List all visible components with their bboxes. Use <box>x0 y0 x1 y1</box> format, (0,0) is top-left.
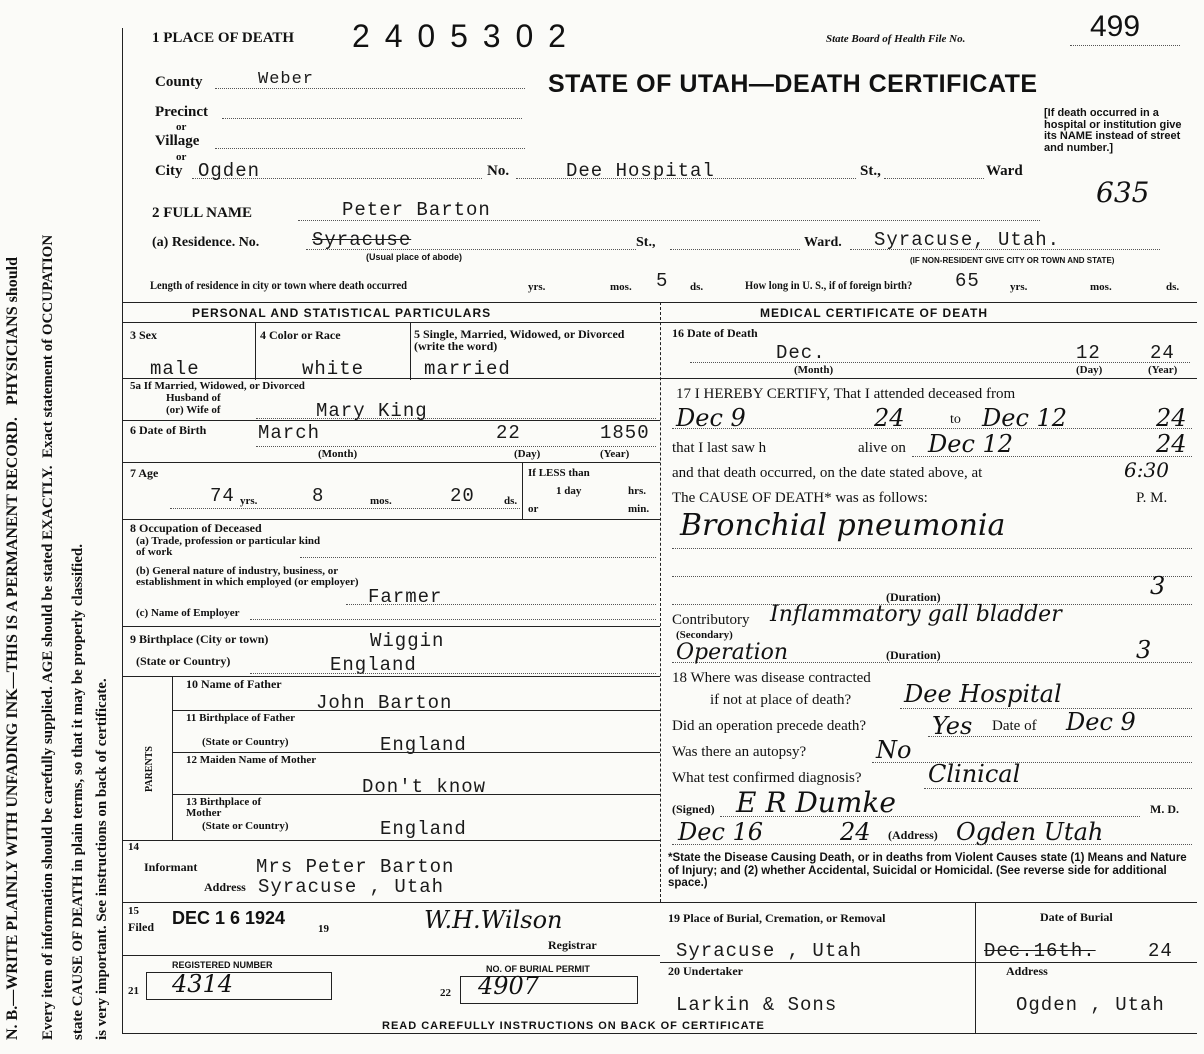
dod-day-caption: (Day) <box>1076 364 1103 376</box>
st-label: St., <box>860 163 881 179</box>
parents-divider <box>172 676 173 840</box>
age-ds-label: ds. <box>504 495 518 507</box>
precinct-line <box>222 118 522 119</box>
occupation-value: Farmer <box>368 586 443 608</box>
place-of-death-label: 1 PLACE OF DEATH <box>152 30 295 46</box>
burial-date: Dec.16th. <box>984 940 1096 962</box>
cause-line-1 <box>672 548 1192 549</box>
autopsy-label: Was there an autopsy? <box>672 744 807 760</box>
informant-num: 14 <box>128 841 139 853</box>
age-mos-label: mos. <box>370 495 392 507</box>
row-line-3 <box>122 462 660 463</box>
mother-value: Don't know <box>362 776 487 798</box>
us-ds-label: ds. <box>1166 281 1180 293</box>
us-years-value: 65 <box>955 270 980 292</box>
informant-address: Syracuse , Utah <box>258 876 445 898</box>
employer-line <box>250 619 656 620</box>
operation-date-label: Date of <box>992 718 1037 734</box>
occupation-a-line <box>300 557 656 558</box>
contrib-duration-label: (Duration) <box>886 648 941 662</box>
dob-month: March <box>258 422 321 444</box>
less-min-label: min. <box>628 503 650 515</box>
spouse-label-3: (or) Wife of <box>166 404 221 416</box>
undertaker-value: Larkin & Sons <box>676 994 838 1016</box>
city-label: City <box>155 163 183 179</box>
signed-address: Ogden Utah <box>956 818 1104 846</box>
residence-st-line <box>670 249 800 250</box>
less-than-label: If LESS than <box>528 467 590 479</box>
undertaker-top-line <box>660 962 1197 963</box>
us-yrs-label: yrs. <box>1010 281 1028 293</box>
residence-city-value: Syracuse, Utah. <box>874 229 1061 251</box>
length-days-value: 5 <box>656 270 669 292</box>
spouse-label-2: Husband of <box>166 392 221 404</box>
attended-from-year: 24 <box>874 404 905 432</box>
filed-date: DEC 1 6 1924 <box>172 908 286 928</box>
sex-label: 3 Sex <box>130 328 157 342</box>
death-time: 6:30 <box>1124 458 1169 482</box>
row-line-12 <box>122 955 660 956</box>
length-mos-label: mos. <box>610 281 632 293</box>
address-value: Dee Hospital <box>566 160 715 182</box>
row-line-7 <box>172 710 660 711</box>
burial-top-line <box>660 902 1197 903</box>
operation-date: Dec 9 <box>1066 708 1136 736</box>
village-label: Village <box>155 133 200 149</box>
undertaker-label: 20 Undertaker <box>668 964 743 978</box>
marital-label: 5 Single, Married, Widowed, or Divorced (write the word) <box>414 327 625 353</box>
registered-number: 4314 <box>172 970 234 998</box>
race-marital-divider <box>410 322 411 380</box>
dob-day-caption: (Day) <box>514 448 541 460</box>
disease-place: Dee Hospital <box>904 680 1062 708</box>
less-or-label: or <box>528 503 539 515</box>
cause-duration-label: (Duration) <box>886 590 941 604</box>
dod-label: 16 Date of Death <box>672 326 758 340</box>
age-less-divider <box>522 462 523 519</box>
village-line <box>215 148 525 149</box>
length-residence-label: Length of residence in city or town where death occurred <box>150 278 408 292</box>
secondary-label: (Secondary) <box>676 629 733 641</box>
disease-line <box>900 708 1192 709</box>
father-value: John Barton <box>316 692 453 714</box>
signed-address-line <box>672 844 1192 845</box>
row-line-2 <box>122 420 660 421</box>
filed-num: 15 <box>128 905 139 917</box>
autopsy-line <box>872 762 1192 763</box>
left-border <box>122 28 123 1033</box>
father-birthplace: England <box>380 734 467 756</box>
dod-month: Dec. <box>776 342 826 364</box>
stamp-number: 2 4 0 5 3 0 2 <box>352 18 569 54</box>
occupation-b-label: (b) General nature of industry, business, or establishment in which employed (or employer) <box>136 565 359 588</box>
autopsy-value: No <box>876 736 912 764</box>
less-day-label: 1 day <box>556 485 582 497</box>
file-no-line <box>1070 45 1180 46</box>
burial-date-label: Date of Burial <box>1040 910 1113 924</box>
registered-number-label: REGISTERED NUMBER <box>172 960 273 970</box>
sidebar-line-1: N. B.—WRITE PLAINLY WITH UNFADING INK—THIS IS A PERMANENT RECORD. PHYSICIANS should <box>4 257 21 1040</box>
ward-handwritten: 635 <box>1096 176 1150 209</box>
test-value: Clinical <box>928 760 1021 788</box>
signed-label: (Signed) <box>672 802 715 816</box>
contrib-duration: 3 <box>1136 636 1152 664</box>
undertaker-address-label: Address <box>1006 964 1048 978</box>
registrar-label: Registrar <box>548 938 597 952</box>
contrib-line <box>672 662 1192 663</box>
precinct-label: Precinct <box>155 104 209 120</box>
dob-month-caption: (Month) <box>318 448 358 460</box>
ward-label: Ward <box>986 163 1023 179</box>
dob-day: 22 <box>496 422 521 444</box>
dod-year: 24 <box>1150 342 1175 364</box>
informant-address-label: Address <box>204 880 246 894</box>
attended-to: Dec 12 <box>982 404 1068 432</box>
certificate-title: STATE OF UTAH—DEATH CERTIFICATE <box>548 70 1038 98</box>
age-days: 20 <box>450 485 475 507</box>
bottom-border <box>122 1033 1197 1034</box>
test-line <box>924 788 1192 789</box>
marital-value: married <box>424 358 511 380</box>
mother-label: 12 Maiden Name of Mother <box>186 754 317 766</box>
medical-heading: MEDICAL CERTIFICATE OF DEATH <box>760 306 988 320</box>
no-label: No. <box>487 163 510 179</box>
death-time-label: and that death occurred, on the date stated above, at <box>672 465 983 481</box>
disease-contracted-label-2: if not at place of death? <box>710 692 852 708</box>
contributory-cause: Inflammatory gall bladder <box>770 602 1062 627</box>
alive-on-label: alive on <box>858 440 906 456</box>
abode-note: (Usual place of abode) <box>366 252 463 262</box>
center-divider <box>660 302 661 902</box>
sex-race-divider <box>255 322 256 380</box>
dod-day: 12 <box>1076 342 1101 364</box>
signed-date: Dec 16 <box>678 818 764 846</box>
signed-address-label: (Address) <box>888 828 938 842</box>
physician-signature: E R Dumke <box>736 786 896 819</box>
residence-label: (a) Residence. No. <box>152 235 260 250</box>
birthplace-country: England <box>330 654 417 676</box>
dod-line <box>690 362 1190 363</box>
father-label: 10 Name of Father <box>186 677 282 691</box>
filed-19: 19 <box>318 923 329 935</box>
race-value: white <box>302 358 365 380</box>
city-value: Ogden <box>198 160 261 182</box>
attended-from: Dec 9 <box>676 404 746 432</box>
cause-label: The CAUSE OF DEATH* was as follows: <box>672 490 928 506</box>
hospital-note: [If death occurred in a hospital or institution give its NAME instead of street and number.] <box>1044 107 1182 154</box>
md-label: M. D. <box>1150 802 1179 816</box>
birthplace-city: Wiggin <box>370 630 445 652</box>
mother-birthplace-sub: (State or Country) <box>202 820 289 832</box>
personal-heading: PERSONAL AND STATISTICAL PARTICULARS <box>192 306 492 320</box>
dob-label: 6 Date of Birth <box>130 423 207 437</box>
burial-permit-number: 4907 <box>478 972 540 1000</box>
row-line-8 <box>172 752 660 753</box>
age-label: 7 Age <box>130 466 159 480</box>
row-line-9 <box>172 794 660 795</box>
to-label: to <box>950 412 961 427</box>
age-yrs-label: yrs. <box>240 495 258 507</box>
burial-permit-prefix: 22 <box>440 987 451 999</box>
occupation-b-line <box>346 604 656 605</box>
burial-year: 24 <box>1148 940 1173 962</box>
burial-divider <box>975 902 976 1033</box>
attended-to-year: 24 <box>1156 404 1187 432</box>
row-line-5 <box>122 626 660 627</box>
dob-year-caption: (Year) <box>600 448 630 460</box>
contributory-cause-2: Operation <box>676 640 789 665</box>
operation-label: Did an operation precede death? <box>672 718 867 734</box>
operation-value: Yes <box>932 712 973 740</box>
county-label: County <box>155 74 203 90</box>
footer-instructions: READ CAREFULLY INSTRUCTIONS ON BACK OF CERTIFICATE <box>382 1020 765 1032</box>
cause-note: *State the Disease Causing Death, or in deaths from Violent Causes state (1) Means and Nature of Injury; and (2) whether Accidental, Suicidal or Homicidal. (See reverse side for additional space.) <box>668 852 1187 889</box>
us-label: How long in U. S., if of foreign birth? <box>745 278 913 292</box>
spouse-label-1: 5a If Married, Widowed, or Divorced <box>130 380 305 392</box>
medical-row-line <box>660 378 1197 379</box>
signed-year: 24 <box>840 818 871 846</box>
sidebar-line-3: state CAUSE OF DEATH in plain terms, so that it may be properly classified. <box>70 544 86 1040</box>
contributory-label: Contributory <box>672 612 750 628</box>
dob-year: 1850 <box>600 422 650 444</box>
mother-birthplace-label: 13 Birthplace of Mother <box>186 796 262 819</box>
county-value: Weber <box>258 70 315 89</box>
dod-year-caption: (Year) <box>1148 364 1178 376</box>
certify-line: 17 I HEREBY CERTIFY, That I attended deceased from <box>676 386 1016 402</box>
age-months: 8 <box>312 485 325 507</box>
dob-line <box>256 446 656 447</box>
filed-label: Filed <box>128 920 154 934</box>
age-line <box>170 508 520 509</box>
burial-place: Syracuse , Utah <box>676 940 863 962</box>
attended-line <box>672 428 1192 429</box>
age-years: 74 <box>210 485 235 507</box>
informant-label: Informant <box>144 860 198 874</box>
nonresident-note: (IF NON-RESIDENT GIVE CITY OR TOWN AND STATE) <box>910 256 1115 265</box>
employer-label: (c) Name of Employer <box>136 607 240 619</box>
sex-value: male <box>150 358 200 380</box>
undertaker-address: Ogden , Utah <box>1016 994 1165 1016</box>
father-birthplace-sub: (State or Country) <box>202 736 289 748</box>
birthplace-state-label: (State or Country) <box>136 654 231 668</box>
residence-value: Syracuse <box>312 229 412 251</box>
operation-line <box>928 736 1192 737</box>
us-mos-label: mos. <box>1090 281 1112 293</box>
registered-number-prefix: 21 <box>128 985 139 997</box>
file-label: State Board of Health File No. <box>826 33 966 45</box>
burial-permit-label: NO. OF BURIAL PERMIT <box>486 964 590 974</box>
birthplace-line <box>250 673 656 674</box>
length-yrs-label: yrs. <box>528 281 546 293</box>
cause-of-death: Bronchial pneumonia <box>680 508 1006 543</box>
full-name-value: Peter Barton <box>342 199 491 221</box>
or-label-2: or <box>176 151 187 163</box>
file-number: 499 <box>1090 10 1141 43</box>
disease-contracted-label: 18 Where was disease contracted <box>672 670 871 686</box>
registrar-signature: W.H.Wilson <box>424 906 563 934</box>
row-line-11 <box>122 902 660 903</box>
last-seen-date: Dec 12 <box>928 430 1014 458</box>
dod-month-caption: (Month) <box>794 364 834 376</box>
cause-line-2 <box>672 576 1192 577</box>
row-line-10 <box>122 840 660 841</box>
signed-line <box>720 816 1140 817</box>
last-seen-year: 24 <box>1156 430 1187 458</box>
birthplace-label: 9 Birthplace (City or town) <box>130 632 269 646</box>
residence-ward-label: Ward. <box>804 235 842 250</box>
informant-value: Mrs Peter Barton <box>256 856 455 878</box>
last-seen-line <box>912 456 1192 457</box>
last-saw-label: that I last saw h <box>672 440 767 456</box>
residence-st-label: St., <box>636 235 656 250</box>
father-birthplace-label: 11 Birthplace of Father <box>186 712 296 724</box>
cause-duration: 3 <box>1150 572 1166 600</box>
spouse-value: Mary King <box>316 400 428 422</box>
occupation-label: 8 Occupation of Deceased <box>130 521 262 535</box>
burial-place-label: 19 Place of Burial, Cremation, or Removal <box>668 911 886 925</box>
occupation-a-label: (a) Trade, profession or particular kind of work <box>136 535 321 558</box>
st-line <box>884 178 984 179</box>
test-label: What test confirmed diagnosis? <box>672 770 862 786</box>
mother-birthplace: England <box>380 818 467 840</box>
pm-label: P. M. <box>1136 490 1168 506</box>
full-name-label: 2 FULL NAME <box>152 205 253 221</box>
length-ds-label: ds. <box>690 281 704 293</box>
race-label: 4 Color or Race <box>260 328 341 342</box>
less-hrs-label: hrs. <box>628 485 647 497</box>
sidebar-line-4: is very important. See instructions on back of certificate. <box>94 678 110 1040</box>
or-label-1: or <box>176 121 187 133</box>
row-line-1 <box>122 378 660 379</box>
parents-label: PARENTS <box>144 746 155 792</box>
row-line-4 <box>122 519 660 520</box>
sidebar-line-2: Every item of information should be carefully supplied. AGE should be stated EXACTLY. Exact statement of OCCUPATION <box>40 234 56 1040</box>
